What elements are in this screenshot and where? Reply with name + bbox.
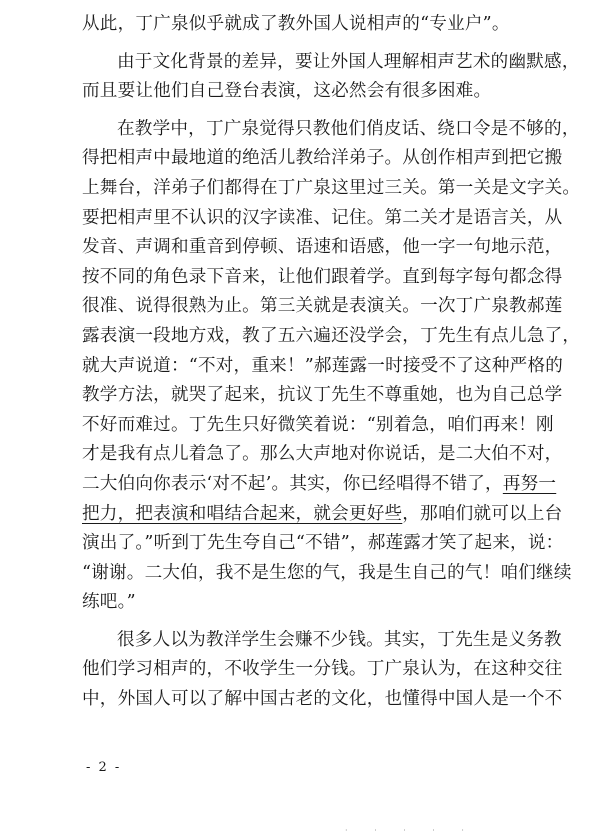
text-line: 不好而难过。丁先生只好微笑着说：“别着急，咱们再来！刚 — [82, 414, 554, 435]
text-line: 中，外国人可以了解中国古老的文化，也懂得中国人是一个不 — [82, 689, 563, 710]
text-line: 他们学习相声的，不收学生一分钱。丁广泉认为，在这种交往 — [82, 659, 563, 680]
text-line: 要把相声里不认识的汉字读准、记住。第二关才是语言关，从 — [82, 207, 563, 228]
text-line: 才是我有点儿着急了。那么大声地对你说话，是二大伯不对， — [82, 444, 563, 465]
text-line — [82, 470, 557, 500]
text-line: 而且要让他们自己登台表演，这必然会有很多困难。 — [82, 81, 492, 102]
page-number: - 2 - — [86, 760, 122, 775]
text-line: 练吧。” — [82, 592, 136, 613]
text-line: 就大声说道：“不对，重来！”郝莲露一时接受不了这种严格的 — [82, 355, 564, 376]
body-text — [82, 10, 581, 715]
text-line: 得把相声中最地道的绝活儿教给洋弟子。从创作相声到把它搬 — [82, 148, 563, 169]
paragraph-gap — [82, 40, 542, 48]
text-line: 很多人以为教洋学生会赚不少钱。其实，丁先生是义务教 — [117, 629, 562, 650]
text-line: “谢谢。二大伯，我不是生您的气，我是生自己的气！咱们继续 — [82, 562, 572, 583]
text-line: 从此，丁广泉似乎就成了教外国人说相声的“专业户”。 — [82, 14, 510, 34]
scan-artifact: · · · · · — [345, 826, 476, 835]
text-line: 由于文化背景的差异，要让外国人理解相声艺术的幽默感， — [117, 51, 580, 72]
text-line — [82, 500, 563, 530]
paragraph-gap — [82, 618, 542, 626]
underlined-text: 把力，把表演和唱结合起来，就会更好些 — [82, 503, 403, 524]
text-line: 发音、声调和重音到停顿、语速和语感，他一字一句地示范， — [82, 237, 563, 258]
paragraph-gap — [82, 107, 542, 115]
text-line: 露表演一段地方戏，教了五六遍还没学会，丁先生有点儿急了， — [82, 325, 581, 346]
text-line: 教学方法，就哭了起来，抗议丁先生不尊重她，也为自己总学 — [82, 385, 563, 406]
text-line: 按不同的角色录下音来，让他们跟着学。直到每字每句都念得 — [82, 266, 563, 287]
text-line: 上舞台，洋弟子们都得在丁广泉这里过三关。第一关是文字关。 — [82, 177, 581, 198]
underlined-text: 再努一 — [502, 473, 557, 494]
text-segment: ，那咱们就可以上台 — [402, 503, 563, 524]
text-line: 在教学中，丁广泉觉得只教他们俏皮话、绕口令是不够的， — [117, 118, 580, 139]
text-segment: 二大伯向你表示‘对不起’。其实，你已经唱得不错了， — [82, 473, 503, 494]
text-line: 很准、说得很熟为止。第三关就是表演关。一次丁广泉教郝莲 — [82, 296, 563, 317]
text-line: 演出了。”听到丁先生夸自己“不错”，郝莲露才笑了起来，说： — [82, 533, 564, 554]
